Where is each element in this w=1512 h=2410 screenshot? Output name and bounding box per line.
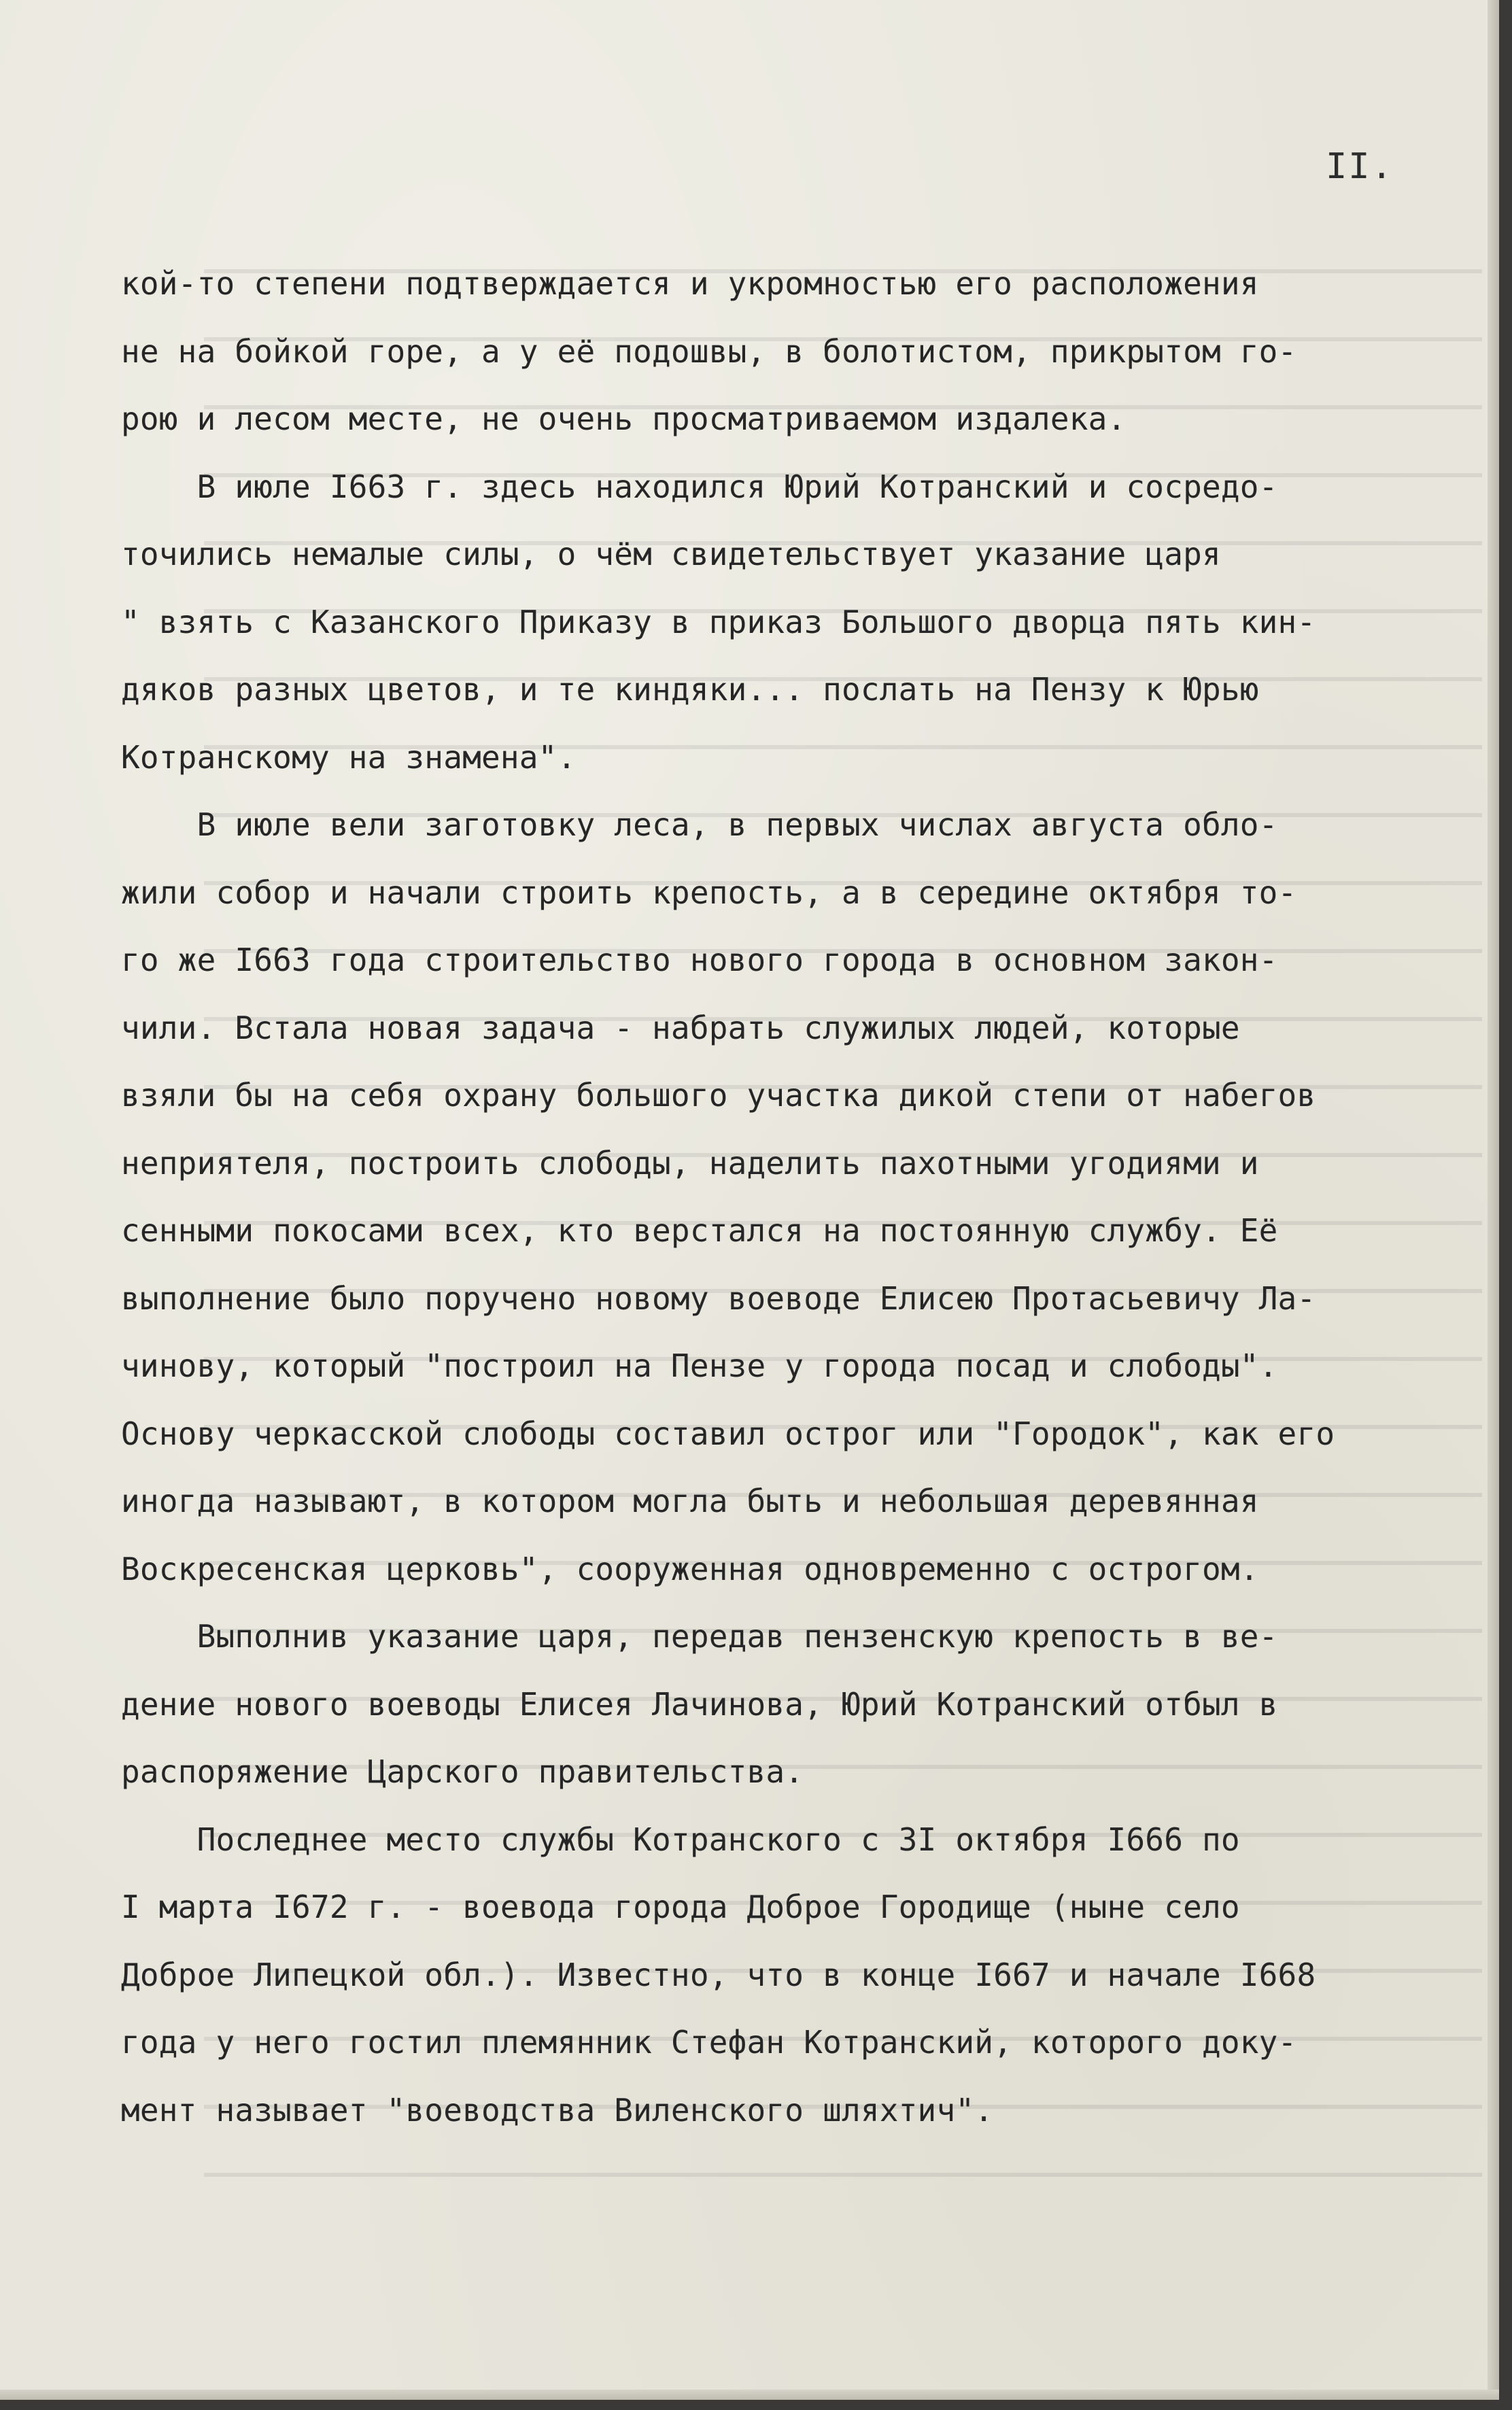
text-line: дяков разных цветов, и те киндяки... послать на Пензу к Юрью	[121, 671, 1259, 708]
body-text	[121, 250, 1467, 2144]
text-line: точились немалые силы, о чём свидетельствует указание царя	[121, 536, 1221, 572]
text-line: I марта I672 г. - воевода города Доброе Городище (ныне село	[121, 1889, 1240, 1925]
text-line: распоряжение Царского правительства.	[121, 1753, 804, 1790]
text-line: " взять с Казанского Приказу в приказ Большого дворца пять кин-	[121, 603, 1316, 640]
text-line: Воскресенская церковь", сооруженная одновременно с острогом.	[121, 1550, 1259, 1587]
text-line: рою и лесом месте, не очень просматриваемом издалека.	[121, 400, 1127, 437]
text-line: Доброе Липецкой обл.). Известно, что в конце I667 и начале I668	[121, 1956, 1316, 1993]
text-line: дение нового воеводы Елисея Лачинова, Юрий Котранский отбыл в	[121, 1685, 1278, 1723]
text-line: года у него гостил племянник Стефан Котранский, которого доку-	[121, 2024, 1297, 2061]
text-line: сенными покосами всех, кто верстался на постоянную службу. Её	[121, 1212, 1278, 1249]
text-line: чили. Встала новая задача - набрать служилых людей, которые	[121, 1009, 1240, 1046]
paragraph-first-line: Последнее место службы Котранского с 3I октября I666 по	[121, 1821, 1240, 1858]
page-edge-bottom	[0, 2390, 1499, 2400]
text-line: Котранскому на знамена".	[121, 738, 577, 776]
text-line: го же I663 года строительство нового города в основном закон-	[121, 942, 1278, 978]
page-edge-right	[1488, 0, 1499, 2400]
page-number: II.	[1326, 146, 1394, 187]
paragraph-first-line: В июле I663 г. здесь находился Юрий Котранский и сосредо-	[121, 468, 1278, 505]
text-line: мент называет "воеводства Виленского шляхтич".	[121, 2091, 994, 2129]
text-line: взяли бы на себя охрану большого участка дикой степи от набегов	[121, 1077, 1316, 1114]
paragraph-first-line: В июле вели заготовку леса, в первых числах августа обло-	[121, 806, 1278, 843]
text-line: не на бойкой горе, а у её подошвы, в болотистом, прикрытом го-	[121, 332, 1297, 370]
text-line: Основу черкасской слободы составил острог или "Городок", как его	[121, 1415, 1335, 1452]
text-line: неприятеля, построить слободы, наделить пахотными угодиями и	[121, 1144, 1259, 1182]
paragraph-first-line: Выполнив указание царя, передав пензенскую крепость в ве-	[121, 1618, 1278, 1655]
text-line: иногда называют, в котором могла быть и небольшая деревянная	[121, 1483, 1259, 1519]
text-line: чинову, который "построил на Пензе у города посад и слободы".	[121, 1347, 1278, 1384]
text-line: выполнение было поручено новому воеводе Елисею Протасьевичу Ла-	[121, 1279, 1316, 1317]
text-line: жили собор и начали строить крепость, а в середине октября то-	[121, 874, 1297, 911]
text-line: кой-то степени подтверждается и укромностью его расположения	[121, 265, 1259, 302]
